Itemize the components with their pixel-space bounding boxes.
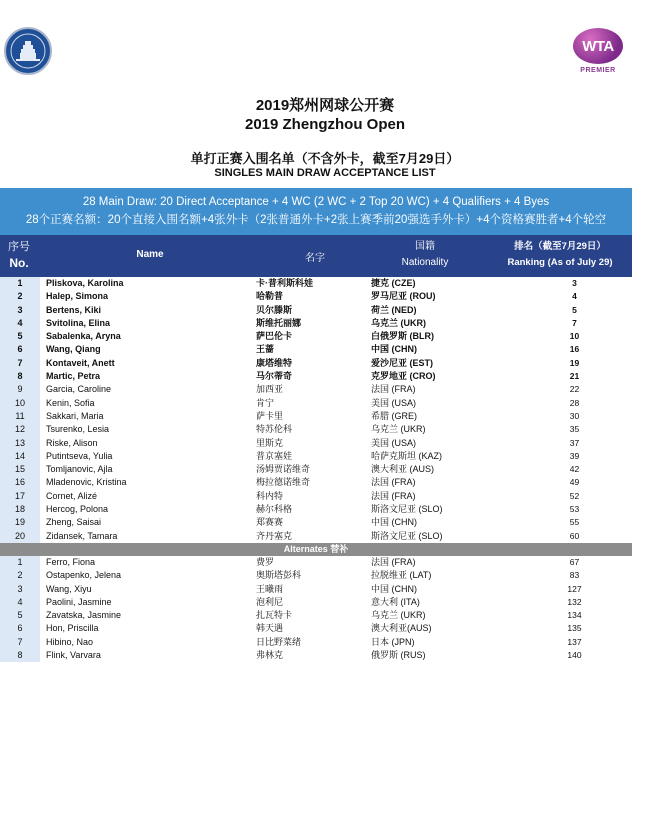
player-ranking: 67 [569, 557, 580, 567]
player-number: 7 [0, 636, 40, 649]
player-chinese-name: 贝尔滕斯 [256, 304, 293, 315]
player-chinese-name: 萨巴伦卡 [256, 331, 293, 342]
title-chinese: 2019郑州网球公开赛 [255, 97, 395, 114]
table-row [0, 490, 632, 503]
player-name: Kontaveit, Anett [46, 357, 115, 368]
title-english: 2019 Zhengzhou Open [244, 116, 406, 133]
player-name: Zidansek, Tamara [46, 530, 118, 541]
player-nationality: 克罗地亚 (CRO) [371, 371, 436, 382]
player-name: Garcia, Caroline [46, 384, 112, 395]
player-nationality: 捷克 (CZE) [371, 278, 416, 288]
player-chinese-name: 斯维托丽娜 [256, 317, 302, 328]
player-name: Martic, Petra [46, 371, 101, 382]
player-nationality: 斯洛文尼亚 (SLO) [371, 504, 443, 515]
table-row [0, 410, 632, 423]
player-nationality: 乌克兰 (UKR) [371, 424, 426, 435]
header-nationality-en: Nationality [401, 257, 449, 268]
header-number [4, 239, 34, 272]
player-ranking: 35 [569, 424, 580, 435]
player-number: 4 [0, 317, 40, 330]
player-number: 16 [0, 476, 40, 489]
player-nationality: 澳大利亚(AUS) [371, 623, 432, 634]
table-header [0, 235, 632, 277]
table-row [0, 450, 632, 463]
wta-badge: WTA [573, 28, 623, 64]
player-number: 17 [0, 490, 40, 503]
player-number: 18 [0, 503, 40, 516]
header-ranking-zh: 排名（截至7月29日） [514, 241, 606, 252]
player-ranking: 83 [569, 570, 580, 581]
player-chinese-name: 科内特 [256, 490, 284, 501]
alternates-bar: Alternates 替补 [0, 543, 632, 556]
table-row [0, 397, 632, 410]
player-nationality: 美国 (USA) [371, 397, 417, 408]
player-name: Kenin, Sofia [46, 397, 95, 408]
player-name: Hon, Priscilla [46, 623, 99, 634]
player-ranking: 16 [569, 344, 580, 355]
player-name: Sabalenka, Aryna [46, 331, 121, 342]
player-number: 5 [0, 609, 40, 622]
player-ranking: 137 [567, 636, 582, 647]
player-chinese-name: 萨卡里 [256, 410, 284, 421]
player-name: Halep, Simona [46, 291, 109, 302]
player-chinese-name: 加西亚 [256, 384, 284, 395]
subtitle-chinese: 单打正赛入围名单（不含外卡，截至7月29日） [190, 151, 460, 166]
player-number: 2 [0, 290, 40, 303]
player-name: Zavatska, Jasmine [46, 610, 122, 621]
player-ranking: 39 [569, 450, 580, 461]
draw-info-banner [0, 188, 632, 235]
pagoda-icon [6, 29, 50, 73]
table-row [0, 516, 632, 529]
table-row [0, 556, 632, 569]
player-nationality: 哈萨克斯坦 (KAZ) [371, 450, 442, 461]
player-name: Wang, Qiang [46, 344, 101, 355]
player-nationality: 爱沙尼亚 (EST) [371, 357, 433, 368]
player-ranking: 55 [569, 517, 580, 528]
player-nationality: 美国 (USA) [371, 437, 417, 448]
player-number: 11 [0, 410, 40, 423]
player-number: 14 [0, 450, 40, 463]
player-ranking: 19 [569, 357, 580, 368]
player-nationality: 白俄罗斯 (BLR) [371, 331, 434, 342]
player-number: 1 [0, 277, 40, 290]
player-number: 20 [0, 530, 40, 543]
player-chinese-name: 马尔蒂奇 [256, 371, 293, 382]
alternates-table [0, 556, 632, 662]
player-number: 3 [0, 583, 40, 596]
player-chinese-name: 特苏伦科 [256, 424, 293, 435]
player-name: Riske, Alison [46, 437, 98, 448]
header-number-en: No. [9, 256, 29, 270]
player-chinese-name: 泡利尼 [256, 596, 284, 607]
player-ranking: 49 [569, 477, 580, 488]
table-row [0, 304, 632, 317]
table-row [0, 277, 632, 290]
player-name: Tsurenko, Lesia [46, 424, 110, 435]
player-ranking: 132 [567, 596, 582, 607]
player-nationality: 罗马尼亚 (ROU) [371, 291, 436, 302]
player-nationality: 法国 (FRA) [371, 384, 416, 395]
player-chinese-name: 里斯克 [256, 437, 284, 448]
player-ranking: 28 [569, 397, 580, 408]
player-chinese-name: 弗林克 [256, 650, 284, 661]
table-row [0, 423, 632, 436]
player-name: Bertens, Kiki [46, 304, 102, 315]
table-row [0, 357, 632, 370]
player-number: 5 [0, 330, 40, 343]
player-ranking: 10 [569, 331, 580, 342]
player-name: Zheng, Saisai [46, 517, 102, 528]
player-nationality: 俄罗斯 (RUS) [371, 650, 426, 661]
player-ranking: 53 [569, 504, 580, 515]
table-row [0, 437, 632, 450]
main-draw-table [0, 277, 632, 543]
player-nationality: 意大利 (ITA) [371, 596, 420, 607]
subtitle-english: SINGLES MAIN DRAW ACCEPTANCE LIST [214, 167, 436, 179]
player-ranking: 135 [567, 623, 582, 634]
player-chinese-name: 肯宁 [256, 397, 275, 408]
player-nationality: 乌克兰 (UKR) [371, 610, 426, 621]
player-number: 13 [0, 437, 40, 450]
table-row [0, 503, 632, 516]
header-number-zh: 序号 [8, 241, 30, 253]
player-chinese-name: 卡·普利斯科娃 [256, 278, 313, 288]
table-row [0, 317, 632, 330]
player-ranking: 140 [567, 650, 582, 661]
player-number: 8 [0, 370, 40, 383]
player-chinese-name: 扎瓦特卡 [256, 610, 293, 621]
player-number: 3 [0, 304, 40, 317]
banner-line-chinese: 28个正赛名额：20个直接入围名额+4张外卡（2张普通外卡+2张上赛季前20强选手外卡）+4个资格赛胜者+4个轮空 [25, 214, 607, 226]
player-ranking: 4 [572, 291, 577, 302]
player-name: Svitolina, Elina [46, 317, 111, 328]
banner-line-english: 28 Main Draw: 20 Direct Acceptance + 4 WC (2 WC + 2 Top 20 WC) + 4 Qualifiers + 4 Byes [82, 196, 550, 208]
player-number: 7 [0, 357, 40, 370]
player-chinese-name: 哈勒普 [256, 291, 284, 302]
table-row [0, 649, 632, 662]
player-number: 19 [0, 516, 40, 529]
player-ranking: 60 [569, 530, 580, 541]
player-chinese-name: 韩天遇 [256, 623, 284, 634]
player-ranking: 42 [569, 464, 580, 475]
player-nationality: 澳大利亚 (AUS) [371, 464, 435, 475]
player-number: 6 [0, 622, 40, 635]
player-chinese-name: 奥斯塔彭科 [256, 570, 302, 581]
player-ranking: 3 [572, 278, 577, 288]
player-chinese-name: 日比野菜绪 [256, 636, 302, 647]
table-row [0, 622, 632, 635]
wta-premier-logo [570, 24, 626, 80]
player-name: Cornet, Alizé [46, 490, 98, 501]
player-name: Tomljanovic, Ajla [46, 464, 113, 475]
player-chinese-name: 梅拉德诺维奇 [256, 477, 311, 488]
player-number: 6 [0, 343, 40, 356]
table-row [0, 290, 632, 303]
table-row [0, 330, 632, 343]
player-ranking: 37 [569, 437, 580, 448]
player-ranking: 134 [567, 610, 582, 621]
table-row [0, 609, 632, 622]
player-chinese-name: 郑赛赛 [256, 517, 284, 528]
table-row [0, 463, 632, 476]
player-chinese-name: 王蔷 [256, 344, 275, 355]
player-nationality: 斯洛文尼亚 (SLO) [371, 530, 443, 541]
player-ranking: 52 [569, 490, 580, 501]
player-name: Hercog, Polona [46, 504, 109, 515]
player-chinese-name: 赫尔科格 [256, 504, 293, 515]
player-name: Putintseva, Yulia [46, 450, 113, 461]
wta-premier-caption: PREMIER [580, 67, 616, 74]
header-ranking [495, 239, 625, 271]
player-nationality: 中国 (CHN) [371, 583, 417, 594]
player-name: Mladenovic, Kristina [46, 477, 127, 488]
player-ranking: 22 [569, 384, 580, 395]
player-chinese-name: 王曦雨 [256, 583, 284, 594]
header-name: Name [136, 249, 164, 260]
zhengzhou-open-logo [4, 27, 52, 75]
player-number: 15 [0, 463, 40, 476]
player-ranking: 30 [569, 410, 580, 421]
player-name: Paolini, Jasmine [46, 596, 112, 607]
player-name: Flink, Varvara [46, 650, 101, 661]
player-number: 12 [0, 423, 40, 436]
player-nationality: 拉脱维亚 (LAT) [371, 570, 432, 581]
player-ranking: 7 [572, 317, 577, 328]
player-chinese-name: 康塔维特 [256, 357, 293, 368]
player-number: 4 [0, 596, 40, 609]
player-nationality: 希腊 (GRE) [371, 410, 417, 421]
table-row [0, 636, 632, 649]
table-row [0, 370, 632, 383]
table-row [0, 583, 632, 596]
player-nationality: 法国 (FRA) [371, 477, 416, 488]
player-ranking: 5 [572, 304, 577, 315]
player-name: Ostapenko, Jelena [46, 570, 122, 581]
player-nationality: 中国 (CHN) [371, 344, 417, 355]
player-ranking: 127 [567, 583, 582, 594]
header-ranking-en: Ranking (As of July 29) [507, 257, 613, 268]
player-nationality: 中国 (CHN) [371, 517, 417, 528]
player-name: Ferro, Fiona [46, 557, 96, 567]
player-number: 8 [0, 649, 40, 662]
table-row [0, 343, 632, 356]
table-row [0, 596, 632, 609]
player-number: 2 [0, 569, 40, 582]
player-name: Hibino, Nao [46, 636, 94, 647]
player-number: 10 [0, 397, 40, 410]
player-nationality: 日本 (JPN) [371, 636, 415, 647]
player-number: 1 [0, 556, 40, 569]
header-nationality-zh: 国籍 [415, 241, 435, 252]
player-chinese-name: 普京塞娃 [256, 450, 293, 461]
player-chinese-name: 齐丹塞克 [256, 530, 293, 541]
player-ranking: 21 [569, 371, 580, 382]
table-row [0, 383, 632, 396]
player-chinese-name: 汤姆贾诺维奇 [256, 464, 311, 475]
player-name: Pliskova, Karolina [46, 278, 124, 288]
player-nationality: 乌克兰 (UKR) [371, 317, 426, 328]
player-name: Sakkari, Maria [46, 410, 104, 421]
table-row [0, 476, 632, 489]
player-nationality: 法国 (FRA) [371, 557, 416, 567]
header-nationality [375, 239, 475, 271]
player-chinese-name: 费罗 [256, 557, 275, 567]
player-number: 9 [0, 383, 40, 396]
table-row [0, 530, 632, 543]
table-row [0, 569, 632, 582]
player-name: Wang, Xiyu [46, 583, 92, 594]
player-nationality: 法国 (FRA) [371, 490, 416, 501]
player-nationality: 荷兰 (NED) [371, 304, 417, 315]
header-chinese-name: 名字 [305, 253, 325, 264]
